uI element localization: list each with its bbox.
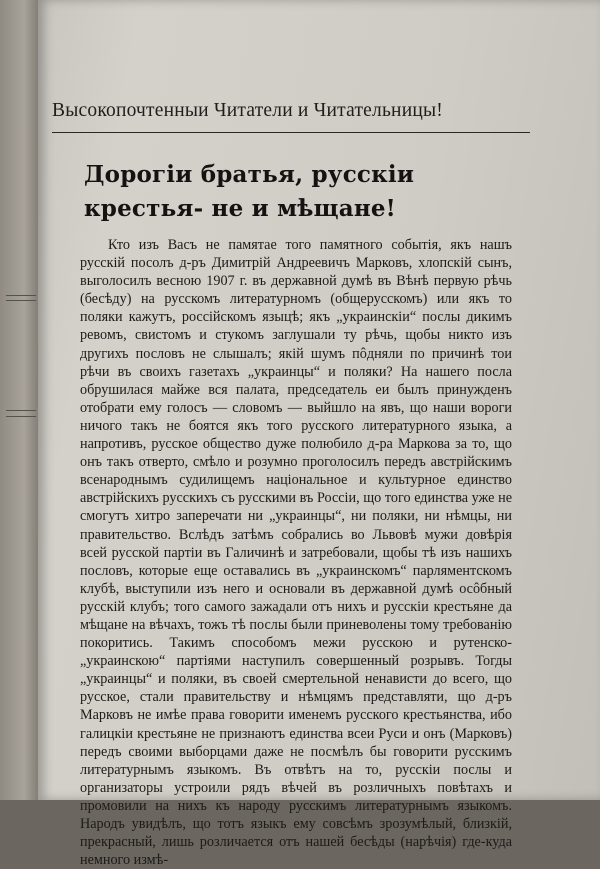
ornament-line <box>6 295 36 296</box>
page-header: Высокопочтенныи Читатели и Читательницы! <box>52 100 443 121</box>
section-title: Дорогіи братья, русскіи крестья- не и мѣщане! <box>84 161 415 222</box>
body-text <box>80 236 512 869</box>
book-page <box>38 0 600 869</box>
ornament-line <box>6 410 36 411</box>
paragraph: Кто изъ Васъ не памятае того памятного событія, якъ нашъ русскій посолъ д-ръ Димитрій Андреевичъ Марковъ, хлопскій сынъ, выголосилъ весною 1907 г. въ державной думѣ въ Вѣнѣ первую рѣчь (бесѣду) на русскомъ литературномъ (общерусскомъ) или якъ то поляки кажутъ, россійскомъ языцѣ; якъ „украинскіи“ послы дикимъ ревомъ, свистомъ и стукомъ заглушали ту рѣчь, щобы никто изъ другихъ пословъ не слышалъ; якій шумъ пôдняли по причинѣ тои рѣчи въ своихъ газетахъ „украинцы“ и поляки? На нашего посла обрушилася майже вся палата, председатель еи былъ принужденъ отобрати ему голосъ — словомъ — выйшло на явъ, що наши вороги ничого такъ не боятся якъ того русского литературного языка, а напротивъ, русское общество дуже полюбило д-ра Маркова за то, що онъ такъ отверто, смѣло и розумно проголосилъ передъ австрійскимъ всенароднымъ судилищемъ національное и культурное единство австрійскихъ русскихъ съ русскими въ Россіи, що того единства уже не смогутъ хитро заперечати ни „украинцы“, ни поляки, ни нѣмцы, ни правительство. Вслѣдъ затѣмъ собрались во Львовѣ мужи довѣрія всей русской партіи въ Галичинѣ и затребовали, щобы тѣ изъ нашихъ пословъ, которые еще оставались въ „украинскомъ“ парляментскомъ клубѣ, выступили изъ него и основали въ державной думѣ осôбный русскій клубъ; того самого зажадали отъ нихъ и русскіи крестьяне да мѣщане на вѣчахъ, тожъ тѣ послы были приневолены тому требованію покоритись. Такимъ способомъ межи русскою и рутенско-„украинскою“ партіями наступилъ совершенный розрывъ. Тогды „украинцы“ и поляки, въ своей смертельной ненависти до всего, що русское, стали правительству и нѣмцямъ представляти, що д-ръ Марковъ не имѣе права говорити именемъ русского крестьянства, ибо галицкіи крестьяне не признаютъ единства всеи Руси и онъ (Марковъ) передъ своими выборцами даже не посмѣлъ бы говорити русскимъ литературнымъ языкомъ. Въ отвѣтъ на то, русскіи послы и организаторы устроили рядъ вѣчей въ розличныхъ повѣтахъ и промовили на нихъ къ народу русскимъ литературнымъ языкомъ. Народъ увидѣлъ, що тотъ языкъ ему совсѣмъ зрозумѣлый, близкій, прекрасный, лишь розличается отъ нашей бесѣды (нарѣчія) где-куда немного измѣ- <box>80 237 512 869</box>
header-rule <box>52 132 530 133</box>
ornament-line <box>6 416 36 417</box>
adjacent-page-edge <box>0 0 40 800</box>
ornament-line <box>6 300 36 301</box>
